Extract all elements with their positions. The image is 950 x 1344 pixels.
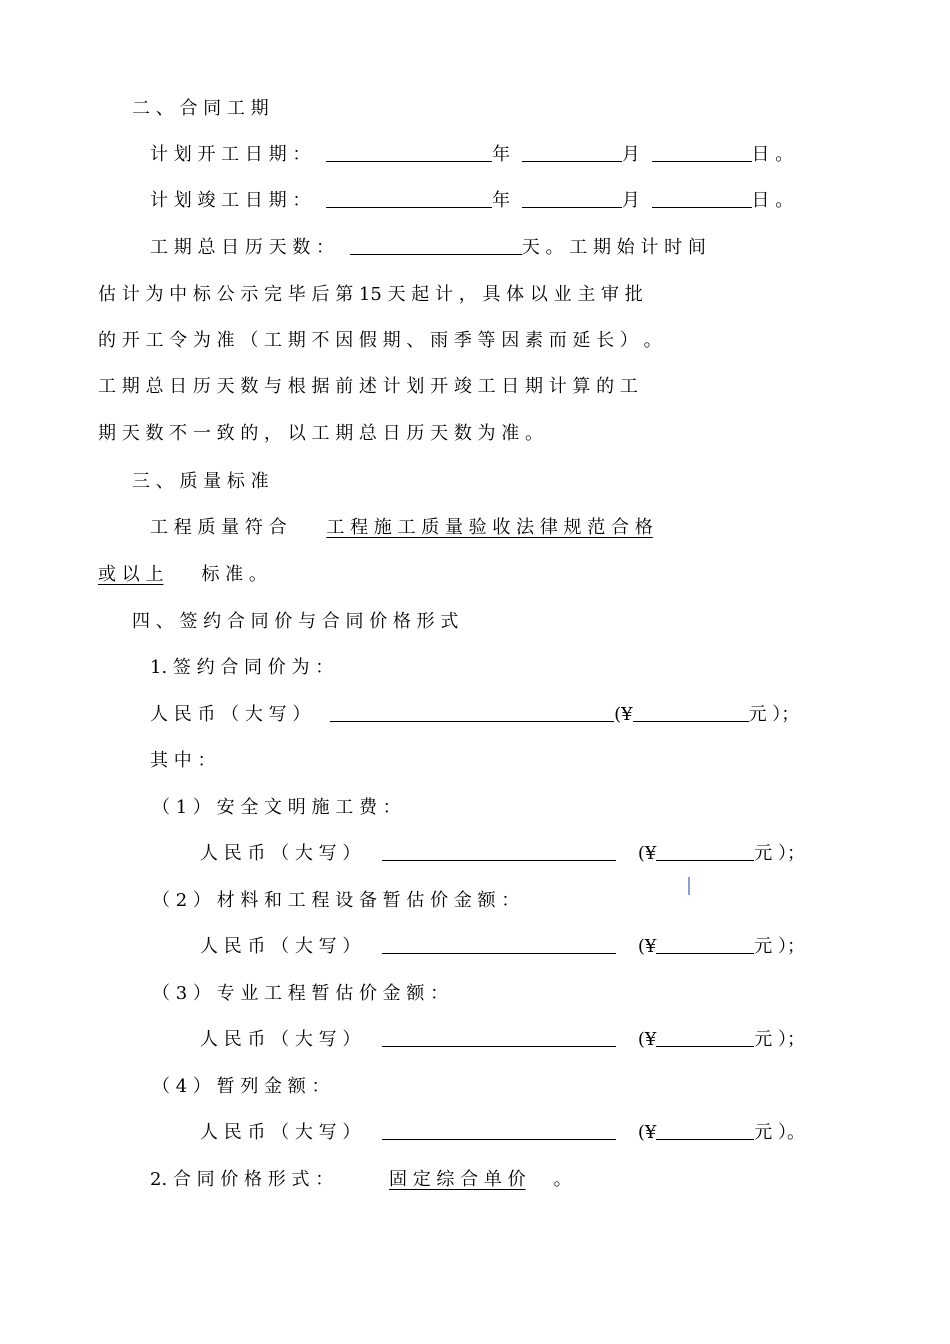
contract-price-label: 1. 签 约 合 同 价 为 ： — [150, 657, 334, 678]
duration-text-line-3: 工 期 总 日 历 天 数 与 根 据 前 述 计 划 开 竣 工 日 期 计 算 的 工 — [98, 376, 638, 397]
planned-end-label: 计 划 竣 工 日 期 ： — [150, 190, 311, 211]
end-day-blank[interactable] — [652, 189, 752, 208]
quality-standard-row-1 — [150, 516, 653, 540]
quality-prefix: 工 程 质 量 符 合 — [150, 517, 287, 538]
item-2-number-blank[interactable] — [656, 935, 754, 954]
yen-open: (¥ — [637, 1029, 657, 1050]
yen-open: (¥ — [637, 936, 657, 957]
day-label: 日 。 — [751, 190, 794, 211]
planned-end-row — [150, 189, 793, 213]
day-label: 日 。 — [751, 144, 794, 165]
month-label: 月 — [621, 190, 640, 211]
among-label: 其 中 ： — [150, 750, 216, 771]
quality-standard-value: 工 程 施 工 质 量 验 收 法 律 规 范 合 格 — [326, 517, 653, 538]
item-2-label: （ 2 ） 材 料 和 工 程 设 备 暂 估 价 金 额 ： — [152, 890, 520, 911]
price-form-end: 。 — [553, 1169, 572, 1190]
start-day-blank[interactable] — [652, 143, 752, 162]
rmb-upper-label: 人 民 币 （ 大 写 ） — [200, 843, 361, 864]
end-month-blank[interactable] — [522, 189, 622, 208]
quality-standard-row-2 — [98, 563, 267, 587]
item-2-amount-row — [200, 935, 805, 959]
text-cursor — [688, 877, 690, 895]
yuan-close: 元 ）； — [748, 704, 800, 725]
item-4-amount-row — [200, 1121, 805, 1145]
rmb-upper-label: 人 民 币 （ 大 写 ） — [150, 704, 311, 725]
price-form-row — [150, 1168, 572, 1192]
price-form-label: 2. 合 同 价 格 形 式 ： — [150, 1169, 334, 1190]
section-heading-price: 四 、 签 约 合 同 价 与 合 同 价 格 形 式 — [132, 611, 459, 632]
yuan-close: 元 ）。 — [754, 1122, 806, 1143]
yuan-close: 元 ）； — [754, 936, 806, 957]
item-4-upper-blank[interactable] — [382, 1121, 616, 1140]
year-label: 年 — [492, 144, 511, 165]
section-heading-quality: 三 、 质 量 标 准 — [132, 471, 269, 492]
item-2-upper-blank[interactable] — [382, 935, 616, 954]
contract-price-number-blank[interactable] — [633, 703, 749, 722]
duration-text-line-4: 期 天 数 不 一 致 的 ， 以 工 期 总 日 历 天 数 为 准 。 — [98, 423, 543, 444]
item-1-upper-blank[interactable] — [382, 842, 616, 861]
rmb-upper-label: 人 民 币 （ 大 写 ） — [200, 1122, 361, 1143]
total-duration-label: 工 期 总 日 历 天 数 ： — [150, 237, 335, 258]
duration-text-line-2: 的 开 工 令 为 准 （ 工 期 不 因 假 期 、 雨 季 等 因 素 而 延 长 ） 。 — [98, 330, 662, 351]
item-1-amount-row — [200, 842, 805, 866]
item-3-amount-row — [200, 1028, 805, 1052]
end-year-blank[interactable] — [326, 189, 492, 208]
quality-standard-value-cont: 或 以 上 — [98, 564, 164, 585]
item-3-number-blank[interactable] — [656, 1028, 754, 1047]
item-3-upper-blank[interactable] — [382, 1028, 616, 1047]
yen-open: (¥ — [614, 704, 633, 725]
rmb-upper-label: 人 民 币 （ 大 写 ） — [200, 936, 361, 957]
start-month-blank[interactable] — [522, 143, 622, 162]
rmb-upper-label: 人 民 币 （ 大 写 ） — [200, 1029, 361, 1050]
contract-price-upper-blank[interactable] — [330, 703, 614, 722]
quality-suffix: 标 准 。 — [201, 564, 267, 585]
item-4-label: （ 4 ） 暂 列 金 额 ： — [152, 1076, 330, 1097]
item-3-label: （ 3 ） 专 业 工 程 暂 估 价 金 额 ： — [152, 983, 449, 1004]
yuan-close: 元 ）； — [754, 843, 806, 864]
start-year-blank[interactable] — [326, 143, 492, 162]
price-form-value: 固 定 综 合 单 价 — [388, 1169, 526, 1190]
duration-text-line-1: 估 计 为 中 标 公 示 完 毕 后 第 15 天 起 计 ， 具 体 以 业 主 审 批 — [98, 284, 643, 305]
item-4-number-blank[interactable] — [656, 1121, 754, 1140]
yen-open: (¥ — [637, 1122, 657, 1143]
section-heading-duration: 二 、 合 同 工 期 — [132, 98, 269, 119]
year-label: 年 — [492, 190, 511, 211]
yen-open: (¥ — [637, 843, 657, 864]
planned-start-label: 计 划 开 工 日 期 ： — [150, 144, 311, 165]
item-1-number-blank[interactable] — [656, 842, 754, 861]
duration-tail: 天 。 工 期 始 计 时 间 — [521, 237, 706, 258]
total-duration-row — [150, 236, 706, 260]
contract-price-row — [150, 703, 799, 727]
item-1-label: （ 1 ） 安 全 文 明 施 工 费 ： — [152, 797, 401, 818]
month-label: 月 — [621, 144, 640, 165]
planned-start-row — [150, 143, 793, 167]
total-days-blank[interactable] — [350, 236, 522, 255]
yuan-close: 元 ）； — [754, 1029, 806, 1050]
